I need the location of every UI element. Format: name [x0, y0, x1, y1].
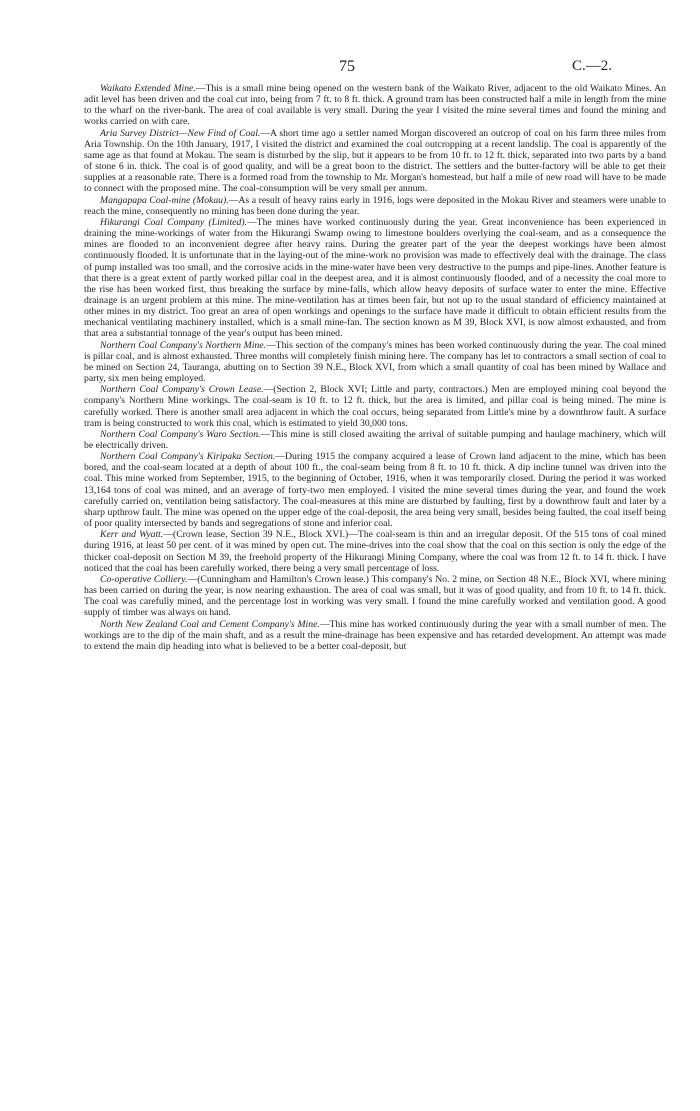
paragraph-co-operative [84, 574, 666, 619]
paragraph-text: —This mine is still closed awaiting the arrival of suitable pumping and haulage machinery, which will be electrically driven. [84, 428, 666, 451]
paragraph-heading: Northern Coal Company's Crown Lease. [100, 384, 264, 396]
paragraph-waikato-extended [84, 83, 666, 128]
paragraph-aria-survey [84, 128, 666, 195]
paragraph-text: —This mine has worked continuously during the year with a small number of men. The workings are to the dip of the main shaft, and as a result the mine-drainage has been expensive and has retarded development. An attempt was made to extend the main dip heading into what is believed to be a better coal-deposit, but [84, 618, 666, 652]
paragraph-heading: Co-operative Colliery. [100, 573, 188, 585]
paragraph-heading: Hikurangi Coal Company (Limited). [100, 216, 247, 228]
paragraph-hikurangi [84, 217, 666, 340]
report-body [84, 83, 666, 652]
paragraph-text: —During 1915 the company acquired a lease of Crown land adjacent to the mine, which has been bored, and the coal-seam located at a depth of about 100 ft., the coal-seam being from 8 ft. to 10 ft. thick. A dip incline tunnel was driven into the coal. This mine worked from September, 1915, to the beginning of October, 1916, when it was temporarily closed. During the period it was worked 13,164 tons of coal was mined, and an average of forty-two men employed. I visited the mine several times during the year, and found the work carefully carried on, ventilation being satisfactory. The coal-measures at this mine are disturbed by faulting, first by a downthrow fault and later by a sharp upthrow fault. The mine was opened on the upper edge of the coal-deposit, the area being very small, besides being faulted, the coal itself being of poor quality intersected by bands and segregations of stone and inferior coal. [84, 451, 666, 530]
paragraph-heading: Waikato Extended Mine. [100, 83, 196, 94]
paragraph-heading: Northern Coal Company's Kiripaka Section. [100, 451, 276, 463]
paragraph-heading: North New Zealand Coal and Cement Company's Mine. [100, 618, 320, 630]
paragraph-text: —As a result of heavy rains early in 1916, logs were deposited in the Mokau River and steamers were unable to reach the mine, consequently no mining has been done during the year. [84, 194, 667, 217]
paragraph-heading: Northern Coal Company's Waro Section. [100, 428, 261, 440]
paragraph-kerr-wyatt [84, 529, 666, 574]
paragraph-mangapapa [84, 195, 666, 217]
paragraph-heading: Mangapapa Coal-mine (Mokau). [100, 194, 229, 206]
paragraph-text: —A short time ago a settler named Morgan discovered an outcrop of coal on his farm three miles from Aria Township. On the 10th January, 1917, I visited the district and examined the coal outcropping at a recent landslip. The coal is apparently of the same age as that found at Mokau. The seam is disturbed by the slip, but it appears to be from 10 ft. to 12 ft. thick, separated into two parts by a band of stone 6 in. thick. The coal is of good quality, and will be a great boon to the district. The settlers and the butter-factory will be able to get their supplies at a reasonable rate. There is a formed road from the township to Mr. Morgan's homestead, but half a mile of new road will have to be made to connect with the proposed mine. The coal-consumption will be very small per annum. [84, 127, 666, 195]
paragraph-north-nz-coal [84, 619, 666, 652]
paragraph-northern-mine [84, 340, 666, 385]
paragraph-text: —The mines have worked continuously during the year. Great inconvenience has been experienced in draining the mine-workings of water from the Hikurangi Swamp owing to limestone boulders overlying the coal-seam, and as a consequence the mines are flooded to an inconvenient degree after heavy rains. During the greater part of the year the deepest workings have been almost continuously flooded. It is unfortunate that in the laying-out of the mine-work no provision was made to effectively deal with the drainage. The class of pump installed was too small, and the corrosive acids in the mine-water have been very destructive to the pumps and pipe-lines. Another feature is that there is a great extent of partly worked pillar coal in the deepest area, and it is almost continuously flooded, and of a necessity the coal more to the rise has been worked first, thus breaking the surface by mine-falls, which allow heavy deposits of surface water to enter the mine. Effective drainage is an urgent problem at this mine. The mine-ventilation has at times been fair, but not up to the usual standard of efficiency maintained at other mines in my district. Too great an area of open workings and openings to the surface have made it difficult to obtain efficient results from the mechanical ventilating machinery installed, which is a small mine-fan. The section known as M 39, Block XVI, is now almost exhausted, and from that area a substantial tonnage of the year's output has been mined. [84, 216, 666, 340]
paragraph-heading: Aria Survey District—New Find of Coal. [100, 127, 261, 139]
paragraph-kiripaka-section [84, 451, 666, 529]
paragraph-text: —(Section 2, Block XVI; Little and party, contractors.) Men are employed mining coal beyond the company's Northern Mine workings. The coal-seam is 10 ft. to 12 ft. thick, but the area is limited, and pillar coal is being mined. The mine is carefully worked. There is another small area adjacent in which the coal occurs, being separated from Little's mine by a downthrow fault. A surface tram is being constructed to work this coal, which is estimated to yield 30,000 tons. [84, 384, 667, 429]
document-id: C.—2. [572, 58, 613, 74]
paragraph-text: —This is a small mine being opened on the western bank of the Waikato River, adjacent to the old Waikato Mines. An adit level has been driven and the coal cut into, being from 7 ft. to 8 ft. thick. A ground tram has been constructed half a mile in length from the mine to the wharf on the river-bank. The area of coal available is very small. During the year I visited the mine several times and found the mining and works carried on with care. [84, 83, 667, 128]
paragraph-heading: Northern Coal Company's Northern Mine. [100, 339, 266, 351]
paragraph-text: —This section of the company's mines has been worked continuously during the year. The coal mined is pillar coal, and is almost exhausted. Three months will completely finish mining here. The company has let to contractors a small section of coal to be mined on Section 24, Tauranga, abutting on to Section 39 N.E., Block XVI, from which a small quantity of coal has been mined by Wallace and party, six men being employed. [84, 339, 666, 385]
paragraph-crown-lease [84, 384, 666, 429]
page-number: 75 [339, 58, 355, 75]
paragraph-text: —(Cunningham and Hamilton's Crown lease.) This company's No. 2 mine, on Section 48 N.E., Block XVI, where mining has been carried on during the year, is now nearing exhaustion. The area of coal was small, but it was of good quality, and from 10 ft. to 14 ft. thick. The coal was carefully mined, and the percentage lost in working was very small. I found the mine carefully worked and ventilation good. A good supply of timber was always on hand. [84, 573, 666, 619]
paragraph-text: —(Crown lease, Section 39 N.E., Block XVI.)—The coal-seam is thin and an irregular deposit. Of the 515 tons of coal mined during 1916, at least 50 per cent. of it was mined by open cut. The mine-drives into the coal show that the coal on this section is only the edge of the thicker coal-deposit on Section M 39, the freehold property of the Hikurangi Mining Company, where the coal was from 12 ft. to 14 ft. thick. I have noticed that the coal has been carefully worked, there being a very small percentage of loss. [84, 529, 666, 574]
page-header [0, 58, 700, 78]
paragraph-waro-section [84, 429, 666, 451]
paragraph-heading: Kerr and Wyatt. [100, 529, 164, 541]
